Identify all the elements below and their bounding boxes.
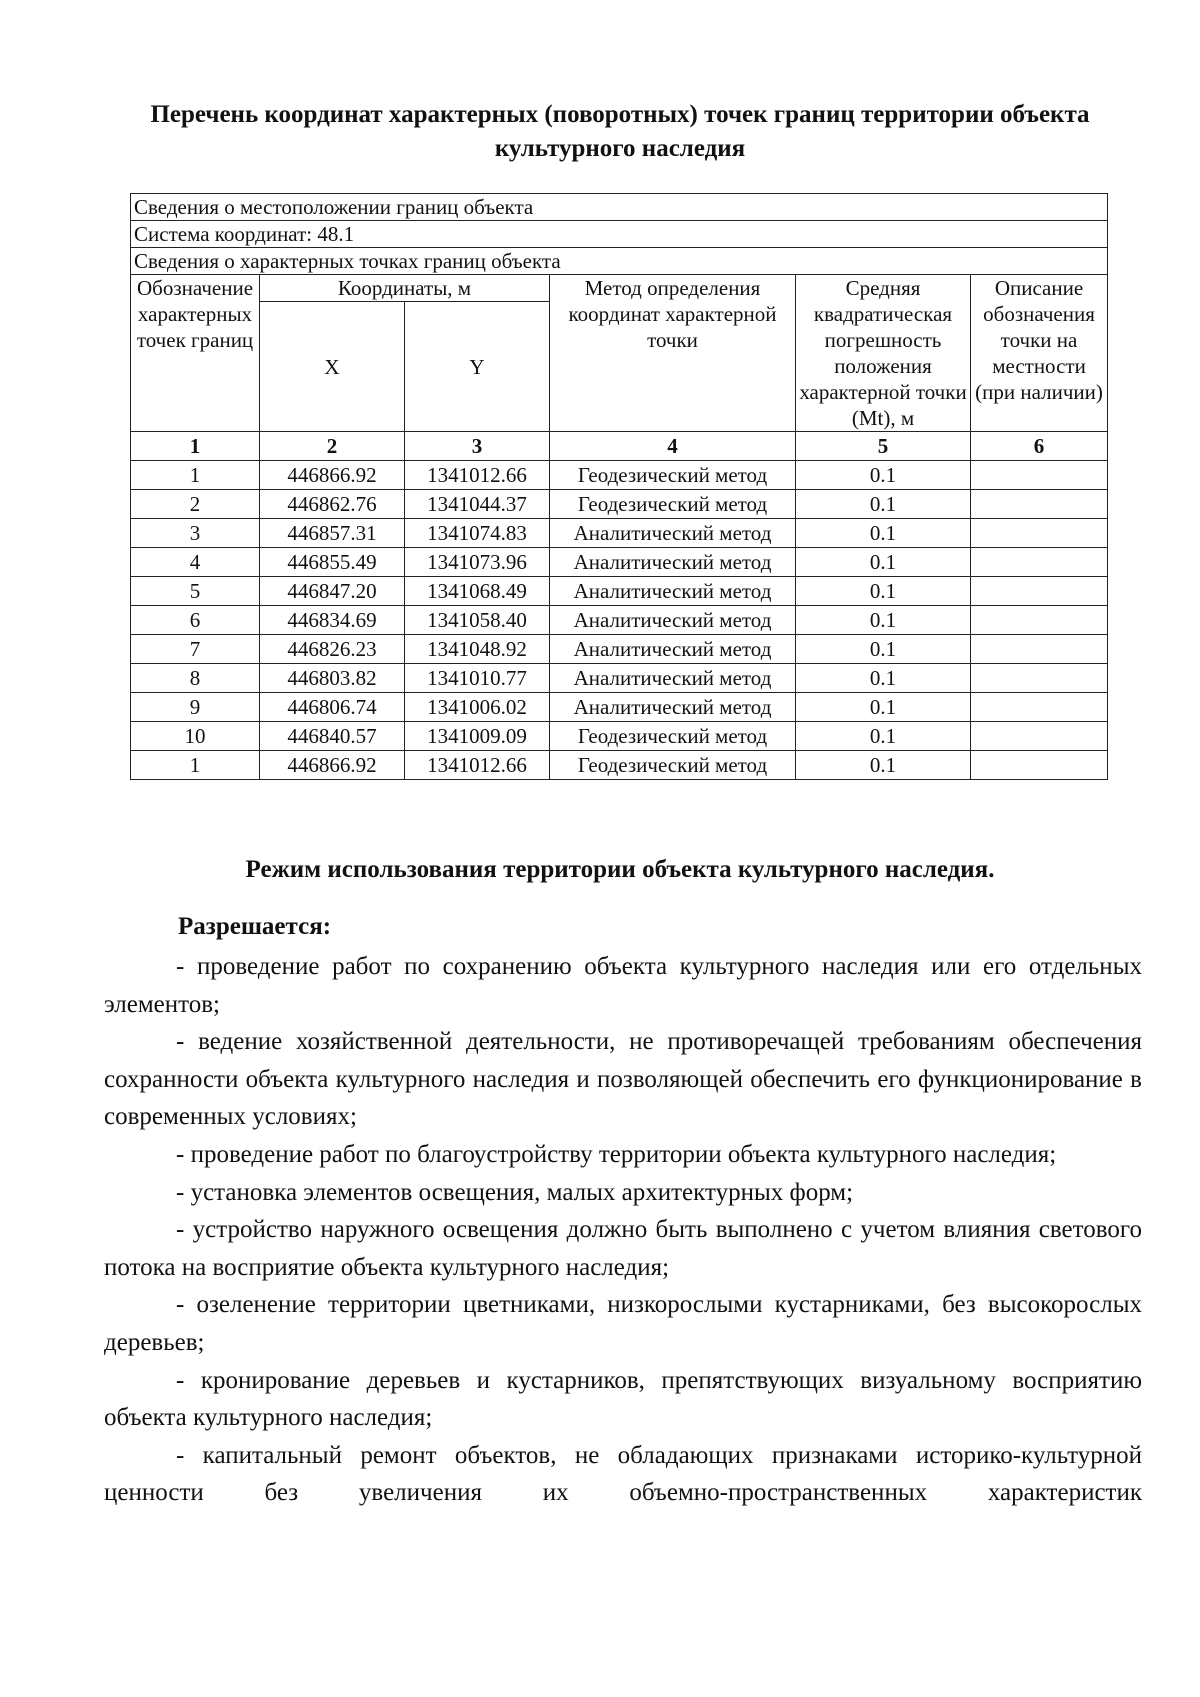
list-item: - установка элементов освещения, малых архитектурных форм;: [176, 1178, 854, 1206]
cell-y: 1341068.49: [405, 577, 550, 606]
cell-y: 1341074.83: [405, 519, 550, 548]
cell-y: 1341073.96: [405, 548, 550, 577]
cell-y: 1341058.40: [405, 606, 550, 635]
cell-description: [971, 577, 1108, 606]
table-info-row: Сведения о местоположении границ объекта: [131, 194, 1108, 221]
cell-error: 0.1: [796, 635, 971, 664]
cell-description: [971, 635, 1108, 664]
cell-method: Геодезический метод: [550, 490, 796, 519]
cell-error: 0.1: [796, 664, 971, 693]
cell-y: 1341048.92: [405, 635, 550, 664]
table-info-row: Система координат: 48.1: [131, 221, 1108, 248]
cell-description: [971, 693, 1108, 722]
cell-x: 446862.76: [260, 490, 405, 519]
list-item: - ведение хозяйственной деятельности, не противоречащей требованиям обеспечения сохранности объекта культурного наследия и позволяющей обеспечить его функционирование в современных условиях;: [104, 1028, 1142, 1131]
cell-description: [971, 606, 1108, 635]
cell-description: [971, 751, 1108, 780]
cell-point: 9: [131, 693, 260, 722]
cell-x: 446834.69: [260, 606, 405, 635]
cell-point: 7: [131, 635, 260, 664]
allowed-list: [104, 948, 1142, 1512]
cell-point: 4: [131, 548, 260, 577]
cell-method: Геодезический метод: [550, 722, 796, 751]
header-mean-square-error: Средняя квадратическая погрешность положения характерной точки (Mt), м: [796, 275, 971, 432]
cell-x: 446866.92: [260, 751, 405, 780]
cell-method: Аналитический метод: [550, 548, 796, 577]
cell-point: 3: [131, 519, 260, 548]
cell-y: 1341012.66: [405, 461, 550, 490]
cell-error: 0.1: [796, 519, 971, 548]
cell-error: 0.1: [796, 490, 971, 519]
header-x: X: [260, 302, 405, 432]
cell-x: 446855.49: [260, 548, 405, 577]
list-item: - проведение работ по сохранению объекта культурного наследия или его отдельных элементов;: [104, 953, 1142, 1018]
cell-x: 446857.31: [260, 519, 405, 548]
header-y: Y: [405, 302, 550, 432]
column-number: 3: [405, 432, 550, 461]
list-item: - капитальный ремонт объектов, не обладающих признаками историко-культурной ценности без увеличения их объемно-пространственных характеристик: [104, 1441, 1142, 1507]
cell-y: 1341006.02: [405, 693, 550, 722]
table-row: [131, 577, 1108, 606]
table-row: [131, 664, 1108, 693]
cell-error: 0.1: [796, 606, 971, 635]
cell-point: 2: [131, 490, 260, 519]
allowed-heading: Разрешается:: [178, 913, 332, 940]
cell-point: 5: [131, 577, 260, 606]
cell-description: [971, 461, 1108, 490]
header-method: Метод определения координат характерной точки: [550, 275, 796, 432]
table-row: [131, 693, 1108, 722]
page-title: Перечень координат характерных (поворотных) точек границ территории объекта культурного наследия: [150, 101, 1090, 162]
table-row: [131, 635, 1108, 664]
cell-x: 446840.57: [260, 722, 405, 751]
table-row: [131, 490, 1108, 519]
cell-point: 1: [131, 461, 260, 490]
cell-method: Аналитический метод: [550, 693, 796, 722]
coordinates-table: [130, 193, 1108, 780]
cell-error: 0.1: [796, 722, 971, 751]
table-row: [131, 606, 1108, 635]
cell-point: 8: [131, 664, 260, 693]
column-number: 6: [971, 432, 1108, 461]
list-item: - проведение работ по благоустройству территории объекта культурного наследия;: [176, 1140, 1057, 1168]
cell-method: Аналитический метод: [550, 606, 796, 635]
cell-method: Аналитический метод: [550, 519, 796, 548]
cell-description: [971, 722, 1108, 751]
cell-y: 1341012.66: [405, 751, 550, 780]
cell-point: 6: [131, 606, 260, 635]
table-row: [131, 519, 1108, 548]
cell-x: 446847.20: [260, 577, 405, 606]
table-row: [131, 751, 1108, 780]
cell-method: Аналитический метод: [550, 577, 796, 606]
header-coordinates: Координаты, м: [260, 275, 550, 302]
cell-error: 0.1: [796, 548, 971, 577]
cell-x: 446866.92: [260, 461, 405, 490]
cell-method: Аналитический метод: [550, 635, 796, 664]
column-number: 4: [550, 432, 796, 461]
regime-title: Режим использования территории объекта культурного наследия.: [245, 856, 995, 883]
list-item: - устройство наружного освещения должно быть выполнено с учетом влияния светового потока на восприятие объекта культурного наследия;: [104, 1216, 1142, 1281]
list-item: - кронирование деревьев и кустарников, препятствующих визуальному восприятию объекта культурного наследия;: [104, 1366, 1142, 1432]
table-row: [131, 722, 1108, 751]
header-description: Описание обозначения точки на местности (при наличии): [971, 275, 1108, 432]
cell-description: [971, 664, 1108, 693]
table-row: [131, 548, 1108, 577]
cell-description: [971, 490, 1108, 519]
cell-error: 0.1: [796, 461, 971, 490]
cell-x: 446806.74: [260, 693, 405, 722]
cell-point: 1: [131, 751, 260, 780]
column-number: 2: [260, 432, 405, 461]
cell-error: 0.1: [796, 751, 971, 780]
cell-x: 446803.82: [260, 664, 405, 693]
cell-y: 1341010.77: [405, 664, 550, 693]
cell-method: Геодезический метод: [550, 751, 796, 780]
table-info-row: Сведения о характерных точках границ объекта: [131, 248, 1108, 275]
cell-error: 0.1: [796, 693, 971, 722]
cell-method: Геодезический метод: [550, 461, 796, 490]
cell-error: 0.1: [796, 577, 971, 606]
cell-y: 1341044.37: [405, 490, 550, 519]
cell-description: [971, 519, 1108, 548]
cell-description: [971, 548, 1108, 577]
cell-method: Аналитический метод: [550, 664, 796, 693]
cell-x: 446826.23: [260, 635, 405, 664]
column-number: 1: [131, 432, 260, 461]
cell-y: 1341009.09: [405, 722, 550, 751]
header-point-designation: Обозначение характерных точек границ: [131, 275, 260, 432]
list-item: - озеленение территории цветниками, низкорослыми кустарниками, без высокорослых деревьев;: [104, 1291, 1142, 1356]
cell-point: 10: [131, 722, 260, 751]
table-row: [131, 461, 1108, 490]
column-number: 5: [796, 432, 971, 461]
